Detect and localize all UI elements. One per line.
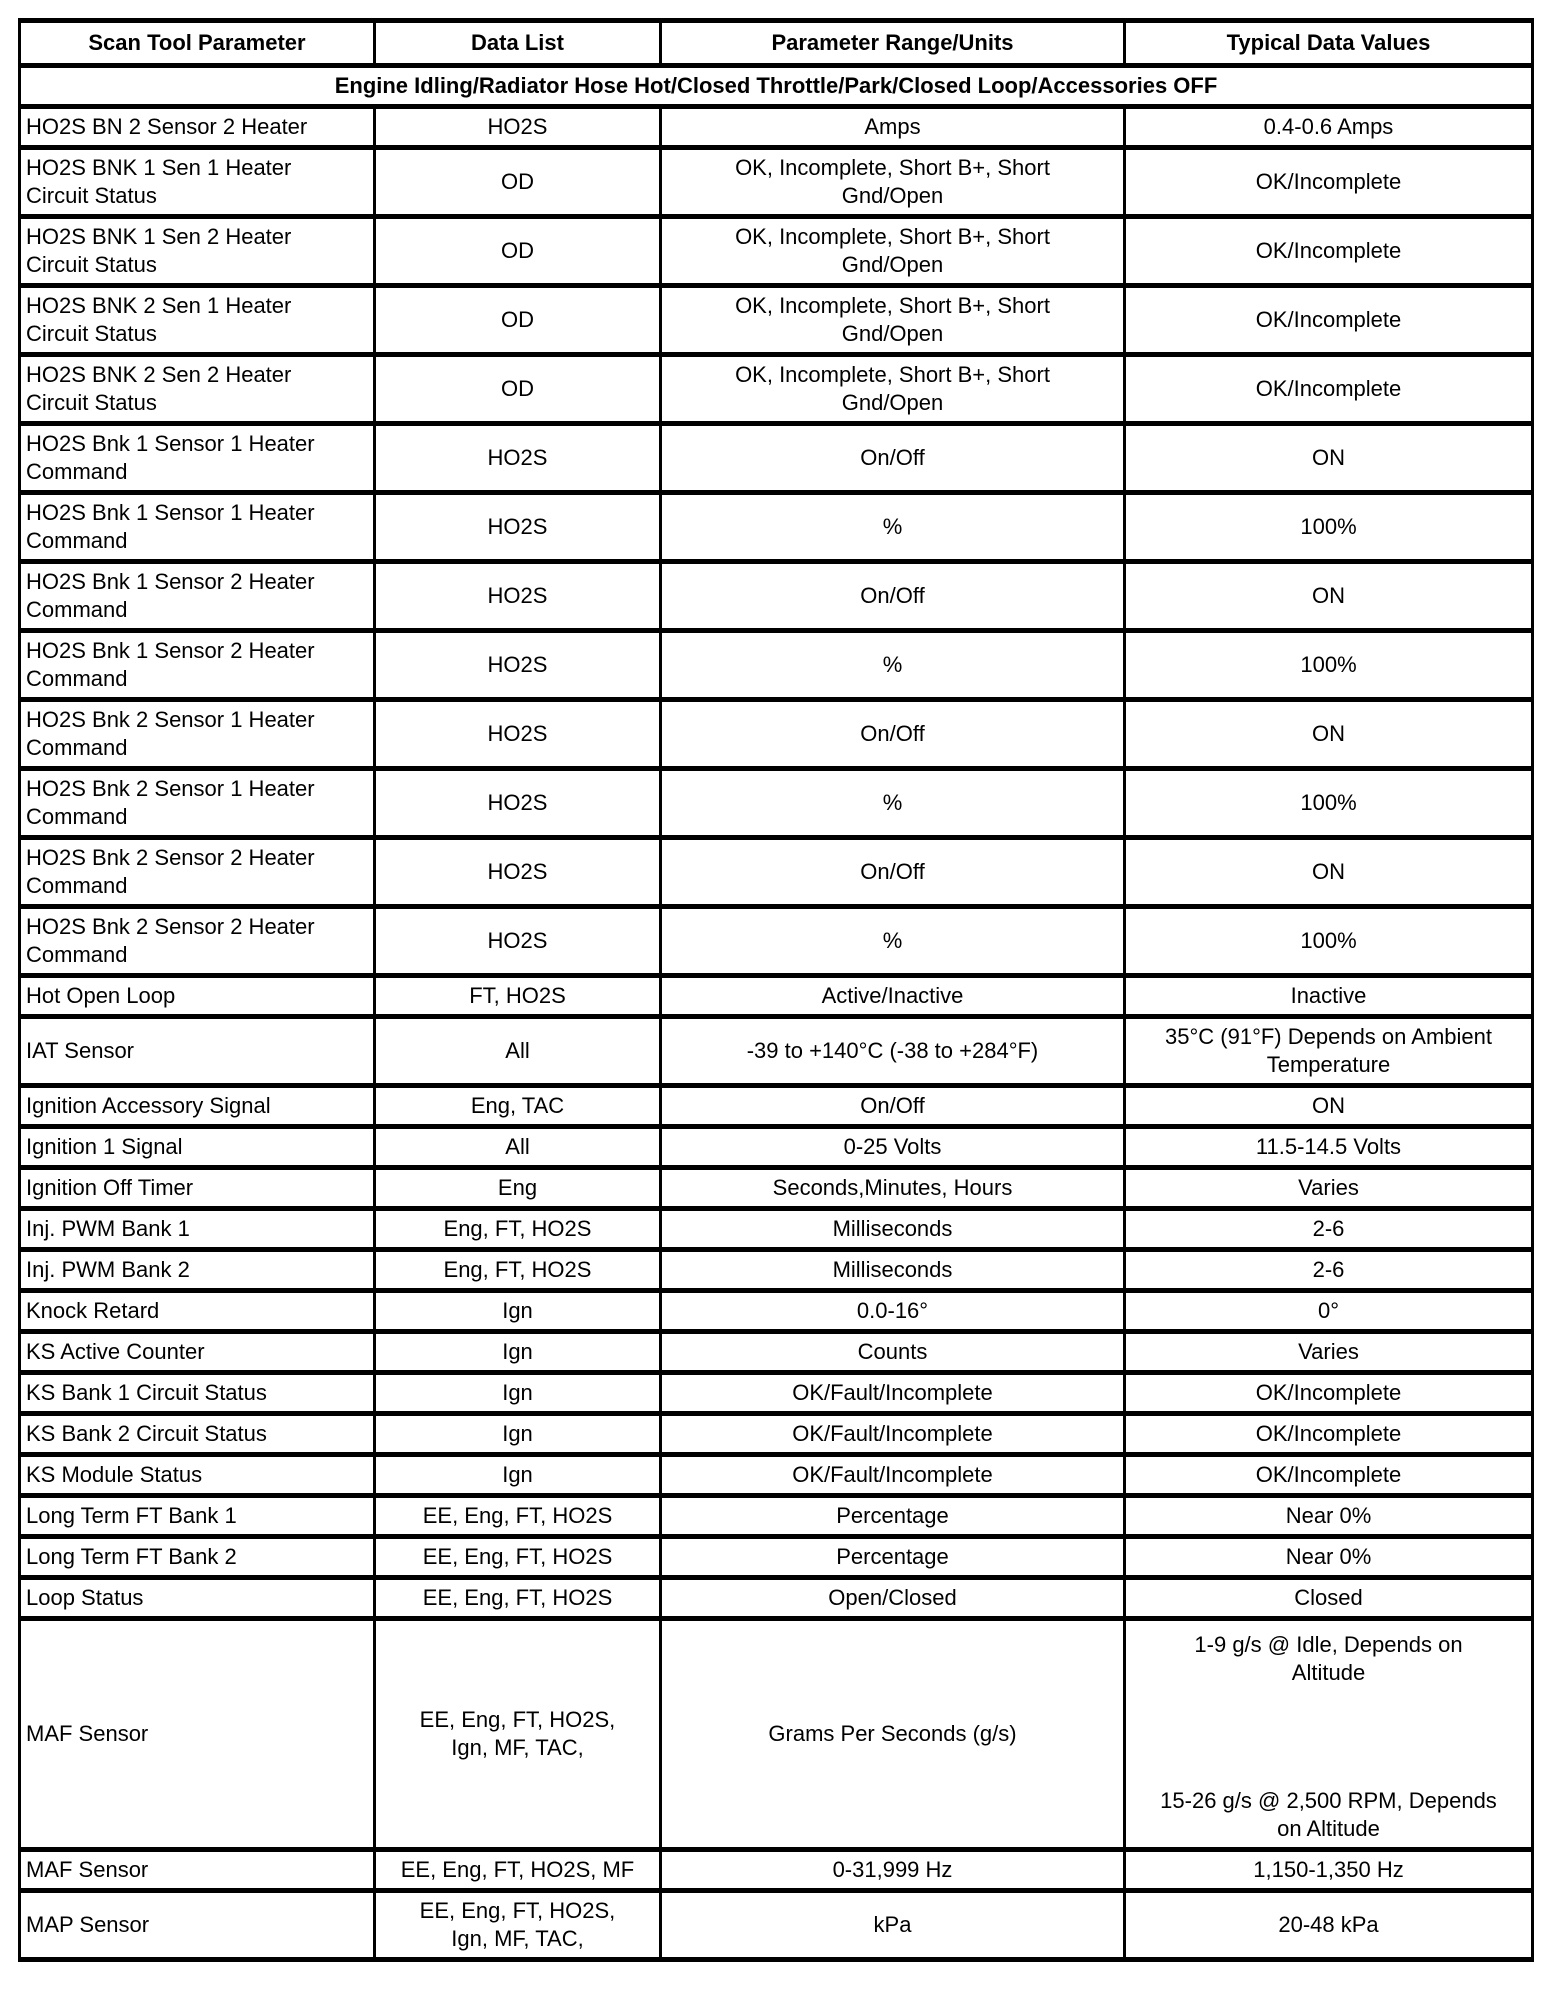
parameter-cell: HO2S BNK 2 Sen 1 Heater Circuit Status [20,286,375,355]
table-row [20,1891,1533,1960]
parameter-cell: MAF Sensor [20,1850,375,1891]
parameter-cell: Long Term FT Bank 2 [20,1537,375,1578]
table-row [20,700,1533,769]
table-row [20,1017,1533,1086]
table-row [20,1373,1533,1414]
range-units-cell: Milliseconds [661,1250,1125,1291]
typical-value-cell: 35°C (91°F) Depends on Ambient Temperature [1125,1017,1533,1086]
data-list-cell: EE, Eng, FT, HO2S, Ign, MF, TAC, [375,1619,661,1850]
typical-value-cell: 2-6 [1125,1209,1533,1250]
typical-value-cell: 1,150-1,350 Hz [1125,1850,1533,1891]
table-row [20,148,1533,217]
typical-value-cell: ON [1125,700,1533,769]
parameter-cell: HO2S Bnk 2 Sensor 1 Heater Command [20,700,375,769]
table-row [20,976,1533,1017]
data-list-cell: HO2S [375,107,661,148]
section-title: Engine Idling/Radiator Hose Hot/Closed Throttle/Park/Closed Loop/Accessories OFF [20,66,1533,107]
typical-value-cell: OK/Incomplete [1125,148,1533,217]
parameter-cell: MAP Sensor [20,1891,375,1960]
typical-value-cell: 100% [1125,493,1533,562]
typical-value-cell [1125,1619,1533,1850]
range-units-cell: Active/Inactive [661,976,1125,1017]
data-list-cell: HO2S [375,493,661,562]
table-row [20,217,1533,286]
data-list-cell: EE, Eng, FT, HO2S, MF [375,1850,661,1891]
range-units-cell: Grams Per Seconds (g/s) [661,1619,1125,1850]
typical-value-cell: 2-6 [1125,1250,1533,1291]
data-list-cell: Ign [375,1332,661,1373]
typical-value-cell: Near 0% [1125,1537,1533,1578]
data-list-cell: Ign [375,1455,661,1496]
typical-value-cell: 100% [1125,631,1533,700]
table-row [20,1496,1533,1537]
table-row [20,907,1533,976]
parameter-cell: Inj. PWM Bank 2 [20,1250,375,1291]
table-row [20,1209,1533,1250]
typical-value-cell: ON [1125,838,1533,907]
range-units-cell: OK/Fault/Incomplete [661,1455,1125,1496]
data-list-cell: HO2S [375,769,661,838]
typical-value-cell: OK/Incomplete [1125,1373,1533,1414]
typical-value-cell: OK/Incomplete [1125,1455,1533,1496]
data-list-cell: HO2S [375,907,661,976]
typical-value-cell: OK/Incomplete [1125,1414,1533,1455]
range-units-cell: OK, Incomplete, Short B+, Short Gnd/Open [661,355,1125,424]
scan-tool-data-table [18,18,1534,1962]
table-row [20,1291,1533,1332]
table-row [20,562,1533,631]
data-list-cell: All [375,1127,661,1168]
data-list-cell: EE, Eng, FT, HO2S [375,1578,661,1619]
parameter-cell: KS Active Counter [20,1332,375,1373]
data-list-cell: Eng, FT, HO2S [375,1209,661,1250]
table-row [20,1086,1533,1127]
range-units-cell: kPa [661,1891,1125,1960]
parameter-cell: KS Module Status [20,1455,375,1496]
data-list-cell: OD [375,217,661,286]
parameter-cell: HO2S Bnk 1 Sensor 2 Heater Command [20,631,375,700]
typical-value-cell: ON [1125,562,1533,631]
parameter-cell: Ignition 1 Signal [20,1127,375,1168]
table-row [20,1127,1533,1168]
header-row [20,21,1533,66]
parameter-cell: HO2S BN 2 Sensor 2 Heater [20,107,375,148]
data-list-cell: EE, Eng, FT, HO2S [375,1496,661,1537]
data-list-cell: Ign [375,1414,661,1455]
parameter-cell: KS Bank 2 Circuit Status [20,1414,375,1455]
table-row [20,1619,1533,1850]
range-units-cell: Milliseconds [661,1209,1125,1250]
typical-value-cell: ON [1125,1086,1533,1127]
range-units-cell: On/Off [661,838,1125,907]
parameter-cell: HO2S Bnk 2 Sensor 2 Heater Command [20,838,375,907]
table-row [20,1168,1533,1209]
range-units-cell: Amps [661,107,1125,148]
table-row [20,1578,1533,1619]
data-list-cell: Ign [375,1373,661,1414]
typical-value-part: 1-9 g/s @ Idle, Depends on Altitude [1194,1632,1463,1685]
header-typical-data-values: Typical Data Values [1125,21,1533,66]
header-scan-tool-parameter: Scan Tool Parameter [20,21,375,66]
spacer [1131,1687,1526,1787]
table-row [20,1250,1533,1291]
table-row [20,838,1533,907]
range-units-cell: OK, Incomplete, Short B+, Short Gnd/Open [661,217,1125,286]
typical-value-part: 15-26 g/s @ 2,500 RPM, Depends on Altitude [1160,1788,1497,1841]
typical-value-cell: 100% [1125,769,1533,838]
data-list-cell: OD [375,355,661,424]
data-list-cell: HO2S [375,631,661,700]
range-units-cell: 0.0-16° [661,1291,1125,1332]
range-units-cell: Seconds,Minutes, Hours [661,1168,1125,1209]
parameter-cell: HO2S Bnk 1 Sensor 1 Heater Command [20,493,375,562]
typical-value-cell: Closed [1125,1578,1533,1619]
range-units-cell: -39 to +140°C (-38 to +284°F) [661,1017,1125,1086]
typical-value-cell: OK/Incomplete [1125,355,1533,424]
range-units-cell: % [661,493,1125,562]
range-units-cell: OK/Fault/Incomplete [661,1414,1125,1455]
table-row [20,107,1533,148]
typical-value-cell: 0.4-0.6 Amps [1125,107,1533,148]
table-row [20,1455,1533,1496]
section-row [20,66,1533,107]
range-units-cell: On/Off [661,700,1125,769]
range-units-cell: OK/Fault/Incomplete [661,1373,1125,1414]
parameter-cell: Ignition Off Timer [20,1168,375,1209]
data-list-cell: OD [375,148,661,217]
range-units-cell: Open/Closed [661,1578,1125,1619]
parameter-cell: MAF Sensor [20,1619,375,1850]
range-units-cell: Percentage [661,1537,1125,1578]
table-row [20,1537,1533,1578]
range-units-cell: % [661,631,1125,700]
range-units-cell: % [661,907,1125,976]
range-units-cell: Percentage [661,1496,1125,1537]
data-list-cell: FT, HO2S [375,976,661,1017]
typical-value-cell: 11.5-14.5 Volts [1125,1127,1533,1168]
data-list-cell: OD [375,286,661,355]
parameter-cell: HO2S BNK 1 Sen 2 Heater Circuit Status [20,217,375,286]
parameter-cell: Hot Open Loop [20,976,375,1017]
parameter-cell: HO2S BNK 2 Sen 2 Heater Circuit Status [20,355,375,424]
data-list-cell: Ign [375,1291,661,1332]
parameter-cell: Knock Retard [20,1291,375,1332]
header-parameter-range-units: Parameter Range/Units [661,21,1125,66]
table-row [20,424,1533,493]
parameter-cell: HO2S Bnk 1 Sensor 2 Heater Command [20,562,375,631]
parameter-cell: KS Bank 1 Circuit Status [20,1373,375,1414]
table-row [20,355,1533,424]
data-list-cell: HO2S [375,424,661,493]
typical-value-cell: 20-48 kPa [1125,1891,1533,1960]
typical-value-cell: Near 0% [1125,1496,1533,1537]
data-list-cell: HO2S [375,700,661,769]
parameter-cell: Long Term FT Bank 1 [20,1496,375,1537]
data-list-cell: All [375,1017,661,1086]
typical-value-cell: 0° [1125,1291,1533,1332]
header-data-list: Data List [375,21,661,66]
data-list-cell: EE, Eng, FT, HO2S [375,1537,661,1578]
range-units-cell: On/Off [661,1086,1125,1127]
table-row [20,493,1533,562]
table-row [20,1414,1533,1455]
typical-value-cell: Varies [1125,1332,1533,1373]
range-units-cell: OK, Incomplete, Short B+, Short Gnd/Open [661,148,1125,217]
table-row [20,769,1533,838]
data-list-cell: Eng [375,1168,661,1209]
parameter-cell: IAT Sensor [20,1017,375,1086]
data-list-cell: EE, Eng, FT, HO2S, Ign, MF, TAC, [375,1891,661,1960]
typical-value-cell: OK/Incomplete [1125,286,1533,355]
range-units-cell: 0-31,999 Hz [661,1850,1125,1891]
table-row [20,286,1533,355]
parameter-cell: HO2S Bnk 1 Sensor 1 Heater Command [20,424,375,493]
typical-value-cell: Inactive [1125,976,1533,1017]
parameter-cell: Inj. PWM Bank 1 [20,1209,375,1250]
typical-value-cell: Varies [1125,1168,1533,1209]
parameter-cell: Ignition Accessory Signal [20,1086,375,1127]
parameter-cell: HO2S Bnk 2 Sensor 1 Heater Command [20,769,375,838]
typical-value-cell: OK/Incomplete [1125,217,1533,286]
table-row [20,1332,1533,1373]
range-units-cell: Counts [661,1332,1125,1373]
range-units-cell: On/Off [661,424,1125,493]
range-units-cell: 0-25 Volts [661,1127,1125,1168]
parameter-cell: HO2S BNK 1 Sen 1 Heater Circuit Status [20,148,375,217]
typical-value-cell: ON [1125,424,1533,493]
data-list-cell: Eng, FT, HO2S [375,1250,661,1291]
data-list-cell: HO2S [375,562,661,631]
typical-value-cell: 100% [1125,907,1533,976]
parameter-cell: Loop Status [20,1578,375,1619]
range-units-cell: % [661,769,1125,838]
parameter-cell: HO2S Bnk 2 Sensor 2 Heater Command [20,907,375,976]
range-units-cell: OK, Incomplete, Short B+, Short Gnd/Open [661,286,1125,355]
table-row [20,631,1533,700]
table-row [20,1850,1533,1891]
range-units-cell: On/Off [661,562,1125,631]
data-list-cell: HO2S [375,838,661,907]
data-list-cell: Eng, TAC [375,1086,661,1127]
